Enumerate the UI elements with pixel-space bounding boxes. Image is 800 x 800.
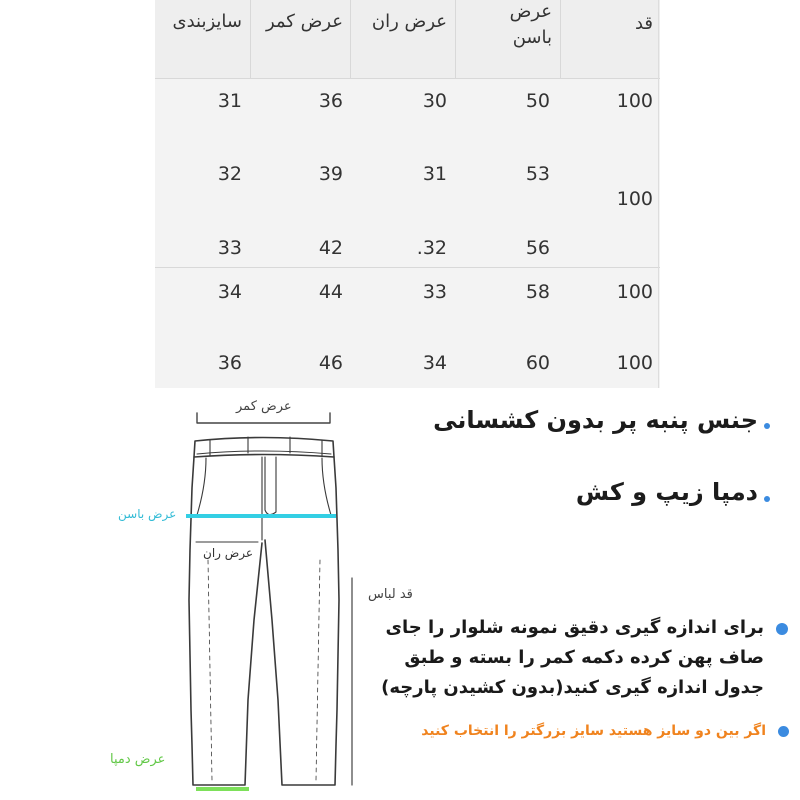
header-length: قد [634, 13, 653, 34]
bullet-dot [776, 623, 788, 635]
diagram-label-hem: عرض دمپا [110, 752, 166, 767]
diagram-label-length: قد لباس [368, 587, 413, 602]
table-cell: 36 [318, 90, 343, 112]
table-cell: 58 [525, 281, 550, 303]
diagram-label-hip: عرض باسن [118, 507, 177, 521]
table-cell: 53 [525, 163, 550, 185]
hem-text: دمپا زیپ و کش [575, 478, 758, 506]
table-cell: 34 [217, 281, 242, 303]
bullet-dot [764, 496, 770, 502]
measure-instruction-line2: صاف پهن کرده دکمه کمر را بسته و طبق [404, 647, 764, 668]
measure-instruction-line1: برای اندازه گیری دقیق نمونه شلوار را جای [385, 617, 764, 638]
table-cell: 46 [318, 352, 343, 374]
table-cell: 100 [616, 352, 653, 374]
table-cell: 30 [422, 90, 447, 112]
table-cell: 50 [525, 90, 550, 112]
table-cell: 34 [422, 352, 447, 374]
table-cell: .32 [416, 237, 447, 259]
header-thigh: عرض ران [371, 11, 447, 32]
header-size: سایزبندی [172, 11, 242, 32]
measure-instruction-line3: جدول اندازه گیری کنید(بدون کشیدن پارچه) [381, 677, 764, 698]
bullet-dot [778, 726, 789, 737]
table-cell: 100 [616, 281, 653, 303]
table-cell: 100 [616, 90, 653, 112]
diagram-label-waist: عرض کمر [236, 399, 292, 414]
table-cell: 56 [525, 237, 550, 259]
table-cell: 39 [318, 163, 343, 185]
header-hip-line2: باسن [512, 27, 552, 48]
table-cell: 31 [217, 90, 242, 112]
table-cell: 33 [422, 281, 447, 303]
header-waist: عرض کمر [265, 11, 343, 32]
diagram-label-thigh: عرض ران [203, 546, 254, 560]
table-cell: 32 [217, 163, 242, 185]
table-cell: 100 [616, 188, 653, 210]
header-hip-line1: عرض [509, 1, 552, 22]
size-tip-text: اگر بین دو سایز هستید سایز بزرگتر را انتخاب کنید [421, 723, 766, 739]
table-cell: 42 [318, 237, 343, 259]
table-cell: 33 [217, 237, 242, 259]
table-cell: 31 [422, 163, 447, 185]
table-cell: 36 [217, 352, 242, 374]
bullet-dot [764, 423, 770, 429]
table-cell: 60 [525, 352, 550, 374]
table-cell: 44 [318, 281, 343, 303]
material-text: جنس پنبه پر بدون کشسانی [433, 406, 758, 434]
